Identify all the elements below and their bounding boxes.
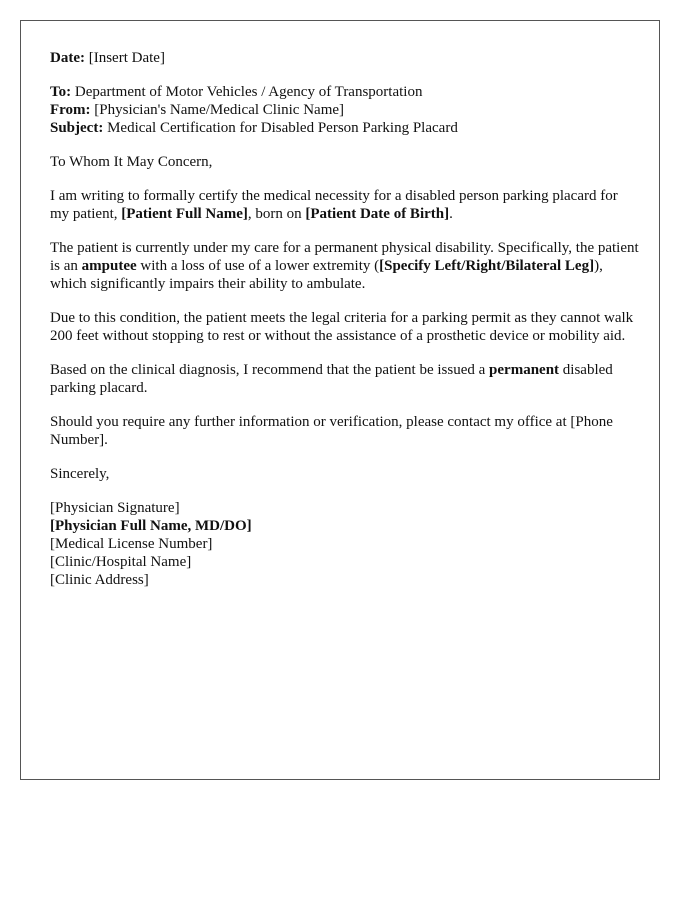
- to-label: To:: [50, 84, 72, 100]
- paragraph-contact: Should you require any further information or verification, please contact my office at [Phone Number].: [50, 414, 613, 448]
- paragraph-text: Based on the clinical diagnosis, I recommend that the patient be issued a: [50, 362, 490, 378]
- date-value: [Insert Date]: [84, 50, 165, 66]
- from-label: From:: [50, 102, 91, 118]
- to-line: [50, 83, 640, 101]
- paragraph-certification: [50, 187, 640, 223]
- header-block: [50, 83, 640, 137]
- paragraph-text: with a loss of use of a lower extremity (: [136, 258, 380, 274]
- paragraph-text: disabled parking placard.: [50, 362, 613, 396]
- letter-page: [20, 20, 660, 780]
- salutation: To Whom It May Concern,: [50, 154, 213, 170]
- paragraph-condition: [50, 239, 640, 293]
- signature-line: [Physician Signature]: [50, 500, 180, 516]
- paragraph-criteria: Due to this condition, the patient meets the legal criteria for a parking permit as they cannot walk 200 feet without stopping to rest or without the assistance of a prosthetic device or mobility aid.: [50, 310, 634, 344]
- subject-line: [50, 119, 640, 137]
- paragraph-text: I am writing to formally certify the medical necessity for a disabled person parking placard for my patient,: [50, 188, 618, 222]
- date-label: Date:: [50, 50, 85, 66]
- paragraph-text: ), which significantly impairs their ability to ambulate.: [50, 258, 603, 292]
- paragraph-text: .: [449, 206, 453, 222]
- from-value: [Physician's Name/Medical Clinic Name]: [90, 102, 345, 118]
- subject-label: Subject:: [50, 120, 104, 136]
- to-value: Department of Motor Vehicles / Agency of Transportation: [71, 84, 423, 100]
- patient-dob-placeholder: [Patient Date of Birth]: [305, 206, 450, 222]
- clinic-address: [Clinic Address]: [50, 572, 149, 588]
- amputee-term: amputee: [81, 258, 137, 274]
- leg-placeholder: [Specify Left/Right/Bilateral Leg]: [379, 258, 595, 274]
- date-line: [50, 49, 640, 67]
- paragraph-text: , born on: [247, 206, 306, 222]
- physician-full-name: [Physician Full Name, MD/DO]: [50, 518, 252, 534]
- closing: Sincerely,: [50, 466, 110, 482]
- paragraph-text: The patient is currently under my care for a permanent physical disability. Specifically, the patient is an: [50, 240, 639, 274]
- subject-value: Medical Certification for Disabled Person Parking Placard: [103, 120, 458, 136]
- letter-body: [50, 49, 640, 605]
- permanent-term: permanent: [489, 362, 560, 378]
- paragraph-recommendation: [50, 361, 640, 397]
- license-number: [Medical License Number]: [50, 536, 213, 552]
- clinic-name: [Clinic/Hospital Name]: [50, 554, 192, 570]
- patient-name-placeholder: [Patient Full Name]: [121, 206, 248, 222]
- from-line: [50, 101, 640, 119]
- signature-block: [50, 499, 640, 589]
